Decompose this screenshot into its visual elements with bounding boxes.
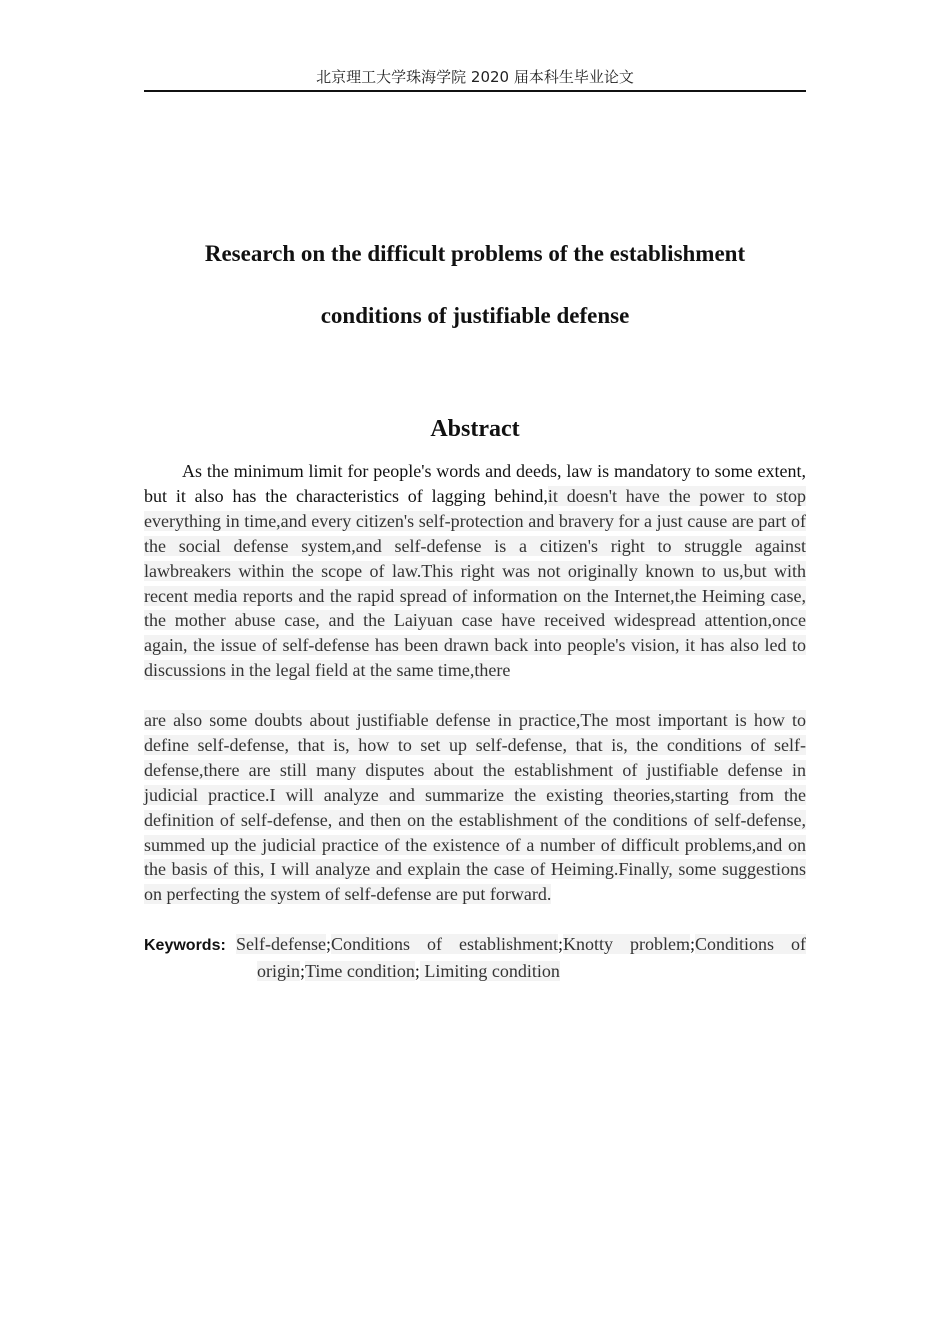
keyword-separator: ; <box>325 934 331 954</box>
header-rule <box>144 90 806 92</box>
paper-title-line-2: conditions of justifiable defense <box>320 303 630 328</box>
abstract-paragraph-1-plain: As the minimum limit for people's words and deeds, law is mandatory to some extent, but it also has the characteristics of lagging behind, <box>144 461 806 506</box>
abstract-paragraph-1 <box>144 459 806 683</box>
keywords <box>144 932 806 984</box>
keyword-2: Conditions of establishment <box>330 934 558 954</box>
abstract-heading: Abstract <box>430 416 520 442</box>
abstract-paragraph-1-highlight: it doesn't have the power to stop everything in time,and every citizen's self-protection and bravery for a just cause are part of the social defense system,and self-defense is a citizen's right to struggle against lawbreakers within the scope of law.This right was not originally known to us,but with recent media reports and the rapid spread of information on the Internet,the Heiming case, the mother abuse case, and the Laiyuan case have received widespread attention,once again, the issue of self-defense has been drawn back into people's vision, it has also led to discussions in the legal field at the same time,there <box>144 485 806 681</box>
keyword-separator: ; <box>557 934 563 954</box>
abstract-paragraph-2 <box>144 708 806 907</box>
keyword-separator: ; <box>414 960 420 981</box>
keyword-6: Limiting condition <box>419 960 560 981</box>
page-header: 北京理工大学珠海学院 2020 届本科生毕业论文 <box>316 68 634 86</box>
keyword-1: Self-defense <box>236 934 326 954</box>
keyword-separator: ; <box>689 934 695 954</box>
keyword-3: Knotty problem <box>562 934 690 954</box>
keywords-label: Keywords: <box>144 937 226 954</box>
abstract-paragraph-2-text: are also some doubts about justifiable defense in practice,The most important is how to define self-defense, that is, how to set up self-defense, that is, the conditions of self-defense,there are still many disputes about the establishment of justifiable defense in judicial practice.I will analyze and summarize the existing theories,starting from the definition of self-defense, and then on the establishment of the conditions of self-defense, summed up the judicial practice of the existence of a number of difficult problems,and on the basis of this, I will analyze and explain the case of Heiming.Finally, some suggestions on perfecting the system of self-defense are put forward. <box>144 710 806 905</box>
keyword-4: Conditions of origin <box>257 934 806 981</box>
keyword-separator: ; <box>300 960 306 981</box>
keyword-5: Time condition <box>305 960 415 981</box>
paper-title-line-1: Research on the difficult problems of the establishment <box>204 241 746 266</box>
